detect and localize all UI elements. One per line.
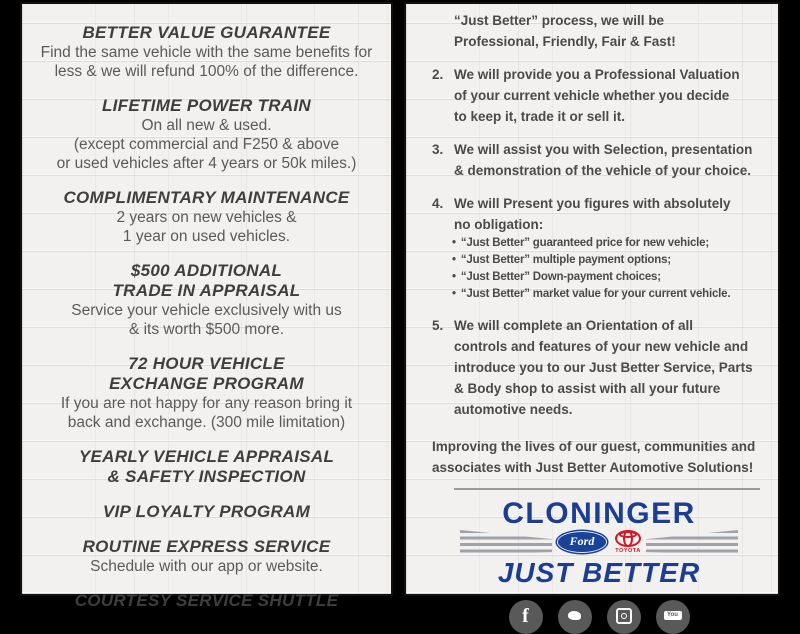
- process-text: controls and features of your new vehicle and: [454, 339, 749, 354]
- process-text: We will complete an Orientation of all: [454, 318, 694, 333]
- bullet-icon: •: [452, 288, 456, 300]
- benefit-text: 1 year on used vehicles.: [122, 228, 291, 245]
- process-panel: [406, 4, 778, 627]
- instagram-icon: [607, 600, 641, 634]
- benefit-section: [22, 23, 391, 81]
- bullet-line: [450, 235, 766, 252]
- benefits-panel: [22, 4, 391, 610]
- benefit-section: [22, 96, 391, 173]
- bullet-line: [450, 252, 766, 269]
- benefit-text: back and exchange. (300 mile limitation): [67, 414, 346, 431]
- item-number: 4.: [432, 196, 444, 211]
- process-item: [432, 315, 766, 420]
- item-number: 2.: [432, 67, 444, 82]
- closing-statement: [432, 436, 766, 478]
- item-number: 5.: [432, 318, 444, 333]
- benefit-section: [22, 537, 391, 576]
- benefit-section: [22, 447, 391, 487]
- process-text: “Just Better” process, we will be: [454, 13, 665, 28]
- closing-text: Improving the lives of our guest, communities and: [432, 439, 756, 454]
- benefit-heading: BETTER VALUE GUARANTEE: [82, 23, 331, 42]
- social-icons-row: [432, 600, 766, 634]
- benefit-text: On all new & used.: [141, 117, 272, 134]
- benefit-heading: YEARLY VEHICLE APPRAISAL: [78, 447, 335, 466]
- process-text: of your current vehicle whether you decide: [454, 88, 730, 103]
- process-text: We will Present you figures with absolutely: [454, 196, 731, 211]
- benefit-heading: & SAFETY INSPECTION: [107, 467, 306, 486]
- process-text: & demonstration of the vehicle of your choice.: [454, 163, 752, 178]
- benefit-section: [22, 502, 391, 522]
- process-text: We will assist you with Selection, presentation: [454, 142, 753, 157]
- process-text: Professional, Friendly, Fair & Fast!: [454, 34, 676, 49]
- tagline: JUST BETTER: [497, 557, 701, 588]
- benefit-heading: EXCHANGE PROGRAM: [109, 374, 304, 393]
- benefit-text: or used vehicles after 4 years or 50k miles.): [56, 155, 357, 172]
- closing-text: associates with Just Better Automotive Solutions!: [432, 460, 754, 475]
- benefit-section: [22, 354, 391, 432]
- youtube-icon: You: [656, 600, 690, 634]
- benefit-section: [22, 188, 391, 246]
- benefit-text: (except commercial and F250 & above: [73, 136, 340, 153]
- process-text: & Body shop to assist with all your future: [454, 381, 721, 396]
- bullet-text: “Just Better” guaranteed price for new vehicle;: [460, 237, 709, 249]
- benefit-text: less & we will refund 100% of the difference.: [54, 63, 359, 80]
- benefit-text: & its worth $500 more.: [128, 321, 285, 338]
- bullet-icon: •: [452, 271, 456, 283]
- benefit-heading: $500 ADDITIONAL: [130, 261, 283, 280]
- item-number: [432, 10, 454, 52]
- process-text: to keep it, trade it or sell it.: [454, 109, 626, 124]
- wing-stripes-right: [646, 530, 738, 554]
- bullet-line: [450, 269, 766, 286]
- divider-line: [454, 488, 760, 490]
- bullet-text: “Just Better” multiple payment options;: [460, 254, 671, 266]
- benefit-heading: COMPLIMENTARY MAINTENANCE: [63, 188, 350, 207]
- toyota-logo-icon: [615, 530, 641, 554]
- process-text: no obligation:: [454, 217, 544, 232]
- process-item: [432, 10, 766, 52]
- toyota-emblem-icon: [615, 530, 641, 547]
- process-item: [432, 193, 766, 303]
- benefit-heading: 72 HOUR VEHICLE: [128, 354, 285, 373]
- benefit-heading: TRADE IN APPRAISAL: [112, 281, 301, 300]
- process-item: [432, 64, 766, 127]
- benefit-section: [22, 261, 391, 339]
- process-text: introduce you to our Just Better Service, Parts: [454, 360, 753, 375]
- benefit-text: If you are not happy for any reason bring it: [60, 395, 353, 412]
- benefit-text: Service your vehicle exclusively with us: [71, 302, 342, 319]
- bullet-icon: •: [452, 237, 456, 249]
- process-text: We will provide you a Professional Valuation: [454, 67, 740, 82]
- bullet-text: “Just Better” market value for your current vehicle.: [460, 288, 731, 300]
- brand-name: CLONINGER: [502, 497, 696, 530]
- item-number: 3.: [432, 142, 444, 157]
- cloninger-logo: [432, 497, 766, 588]
- logo-wings: [432, 528, 766, 556]
- bullet-text: “Just Better” Down-payment choices;: [460, 271, 661, 283]
- process-text: automotive needs.: [454, 402, 573, 417]
- benefit-heading: COURTESY SERVICE SHUTTLE: [74, 591, 339, 610]
- benefit-heading: VIP LOYALTY PROGRAM: [102, 502, 311, 521]
- bullet-icon: •: [452, 254, 456, 266]
- benefit-text: Schedule with our app or website.: [90, 558, 323, 575]
- ford-logo-icon: Ford: [557, 531, 607, 553]
- benefit-heading: ROUTINE EXPRESS SERVICE: [82, 537, 331, 556]
- process-item: [432, 139, 766, 181]
- toyota-label: TOYOTA: [615, 548, 641, 554]
- facebook-icon: f: [509, 600, 543, 634]
- twitter-icon: [558, 600, 592, 634]
- benefit-heading: LIFETIME POWER TRAIN: [101, 96, 312, 115]
- benefit-text: Find the same vehicle with the same benefits for: [40, 44, 373, 61]
- wing-stripes-left: [460, 530, 552, 554]
- benefit-section: [22, 591, 391, 611]
- benefit-text: 2 years on new vehicles &: [116, 209, 297, 226]
- bullet-line: [450, 286, 766, 303]
